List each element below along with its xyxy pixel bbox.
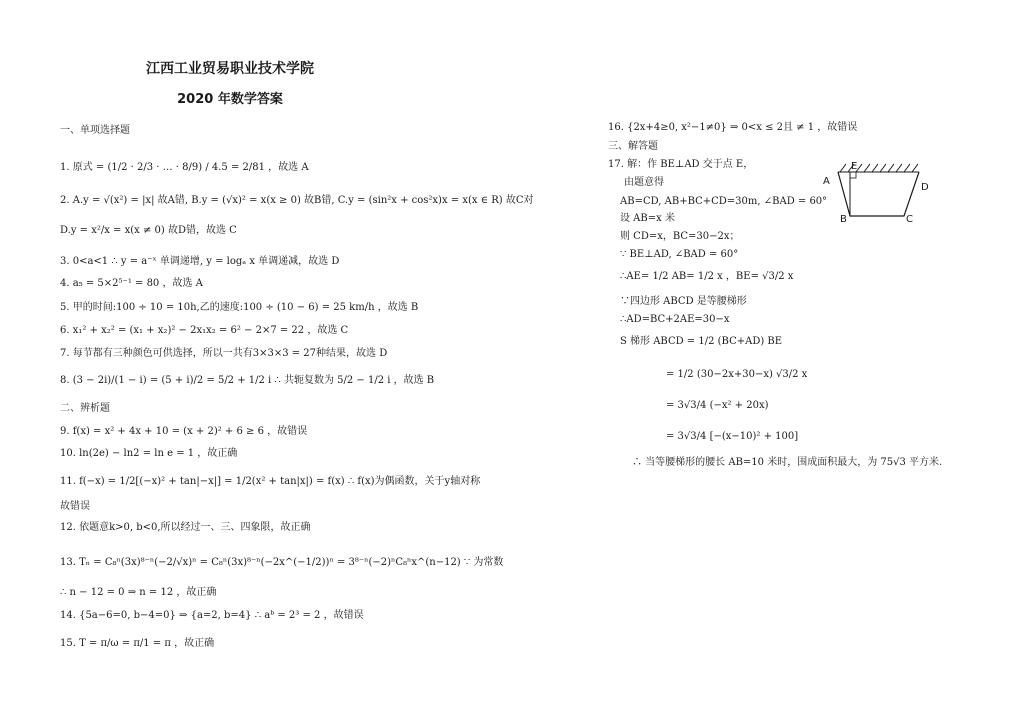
answer-line: 12. 依题意k>0, b<0,所以经过一、三、四象限，故正确	[60, 522, 311, 533]
answer-line: 10. ln(2e) − ln2 = ln e = 1 ，故正确	[60, 448, 238, 459]
answer-line: 设 AB=x 米	[620, 213, 675, 224]
label-d: D	[921, 182, 929, 193]
page-title: 江西工业贸易职业技术学院	[146, 61, 314, 77]
answer-line: ∴AD=BC+2AE=30−x	[620, 314, 730, 325]
answer-line: 9. f(x) = x² + 4x + 10 = (x + 2)² + 6 ≥ 6 ，故错误	[60, 426, 308, 437]
answer-line: S 梯形 ABCD = 1/2 (BC+AD) BE	[620, 336, 783, 347]
answer-line: ∴ n − 12 = 0 ⇒ n = 12 ，故正确	[60, 587, 217, 598]
answer-line: ∵四边形 ABCD 是等腰梯形	[620, 296, 747, 307]
answer-line: 故错误	[60, 501, 90, 512]
answer-line: 16. {2x+4≥0, x²−1≠0} ⇒ 0<x ≤ 2且 ≠ 1 ，故错误	[608, 122, 858, 133]
right-angle-mark	[850, 172, 856, 178]
answer-line: = 3√3/4 (−x² + 20x)	[666, 400, 769, 411]
answer-line: 1. 原式 = (1/2 · 2/3 · … · 8/9) / 4.5 = 2/81 ，故选 A	[60, 162, 309, 173]
answer-line: = 1/2 (30−2x+30−x) √3/2 x	[666, 369, 808, 380]
section-heading: 二、辨析题	[60, 403, 110, 414]
answer-line: 14. {5a−6=0, b−4=0} ⇒ {a=2, b=4} ∴ aᵇ = 2³ = 2 ，故错误	[60, 610, 364, 621]
label-e: E	[851, 161, 858, 172]
answer-line: ∵ BE⊥AD, ∠BAD = 60°	[620, 249, 739, 260]
answer-line: 11. f(−x) = 1/2[(−x)² + tan|−x|] = 1/2(x² + tan|x|) = f(x) ∴ f(x)为偶函数，关于y轴对称	[60, 476, 481, 487]
answer-line: = 3√3/4 [−(x−10)² + 100]	[666, 431, 799, 442]
answer-line: 15. T = π/ω = π/1 = π ，故正确	[60, 638, 215, 649]
answer-line: D.y = x²/x = x(x ≠ 0) 故D错，故选 C	[60, 225, 237, 236]
answer-line: 8. (3 − 2i)/(1 − i) = (5 + i)/2 = 5/2 + 1/2 i ∴ 共轭复数为 5/2 − 1/2 i ，故选 B	[60, 375, 435, 386]
section-heading: 一、单项选择题	[60, 125, 130, 136]
answer-line: AB=CD, AB+BC+CD=30m, ∠BAD = 60°	[620, 196, 828, 207]
answer-line: 由题意得	[624, 177, 664, 188]
section-heading: 三、解答题	[608, 141, 658, 152]
label-b: B	[840, 214, 847, 225]
answer-line: ∴ 当等腰梯形的腰长 AB=10 米时，围成面积最大，为 75√3 平方米.	[632, 457, 943, 468]
answer-line: 则 CD=x，BC=30−2x；	[620, 231, 740, 242]
page-subtitle: 2020 年数学答案	[177, 92, 283, 107]
label-c: C	[906, 214, 913, 225]
answer-line: 4. a₅ = 5×2⁵⁻¹ = 80 ，故选 A	[60, 278, 203, 289]
answer-line: 3. 0<a<1 ∴ y = a⁻ˣ 单调递增, y = logₐ x 单调递减，故选 D	[60, 256, 340, 267]
trapezoid-diagram	[820, 160, 932, 226]
answer-line: 6. x₁² + x₂² = (x₁ + x₂)² − 2x₁x₂ = 6² − 2×7 = 22 ，故选 C	[60, 325, 349, 336]
answer-line: ∴AE= 1/2 AB= 1/2 x ，BE= √3/2 x	[620, 271, 794, 282]
answer-line: 2. A.y = √(x²) = |x| 故A错, B.y = (√x)² = x(x ≥ 0) 故B错, C.y = (sin²x + cos²x)x = x(x ∈ R) 故C对	[60, 195, 534, 206]
answer-line: 17. 解：作 BE⊥AD 交于点 E，	[608, 159, 754, 170]
label-a: A	[823, 176, 830, 187]
answer-line: 5. 甲的时间:100 ÷ 10 = 10h,乙的速度:100 ÷ (10 − 6) = 25 km/h ，故选 B	[60, 302, 419, 313]
answer-line: 13. Tₙ = C₈ⁿ(3x)⁸⁻ⁿ(−2/√x)ⁿ = C₈ⁿ(3x)⁸⁻ⁿ(−2x^(−1/2))ⁿ = 3⁸⁻ⁿ(−2)ⁿC₈ⁿx^(n−12) ∵ 为常数	[60, 557, 504, 568]
answer-line: 7. 每节都有三种颜色可供选择，所以一共有3×3×3 = 27种结果，故选 D	[60, 348, 388, 359]
